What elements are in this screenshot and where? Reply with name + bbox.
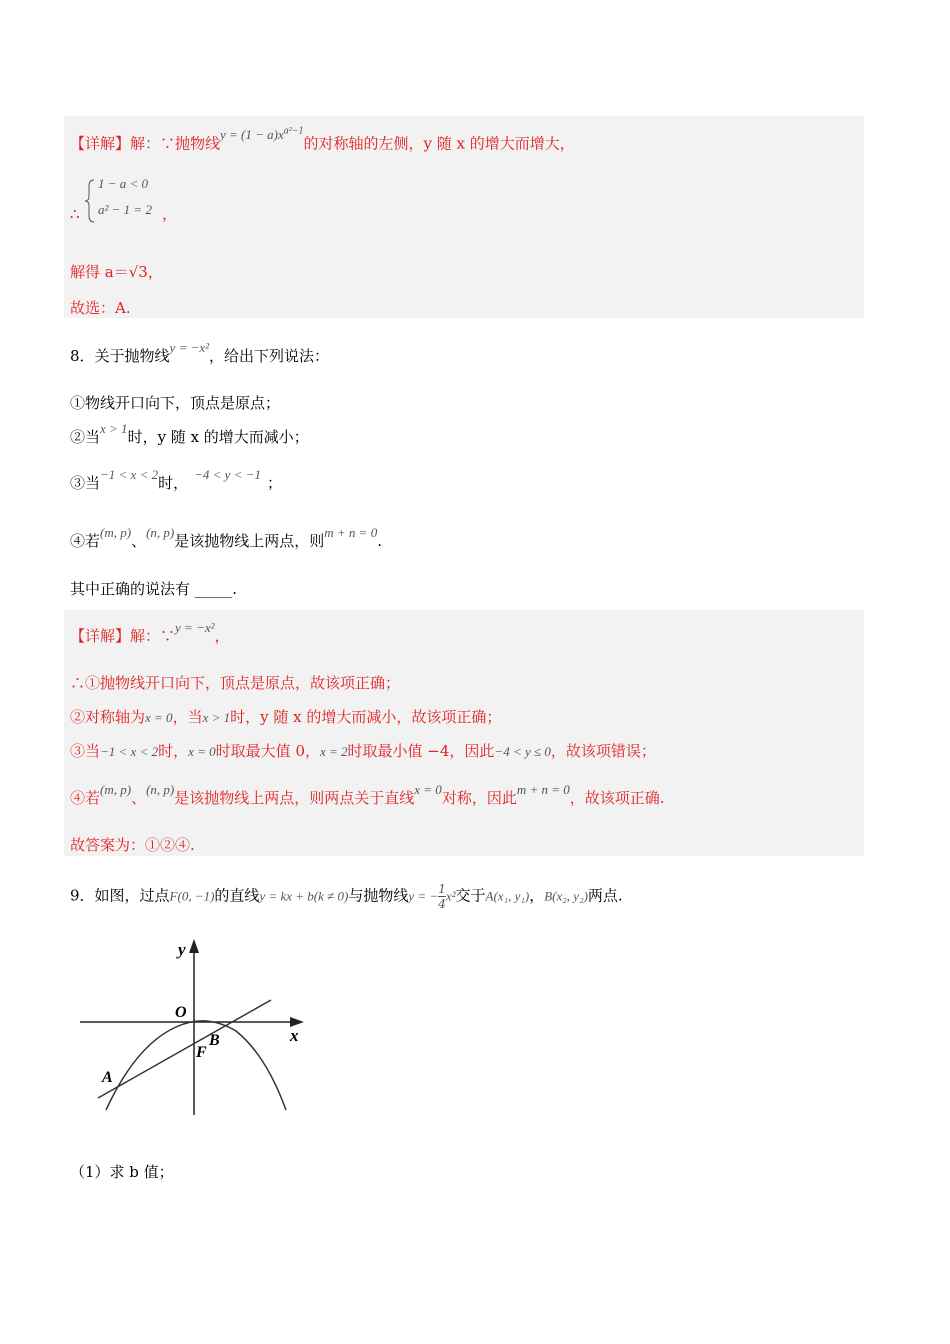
- sol8-line-3: ②对称轴为x = 0，当x > 1时，y 随 x 的增大而减小，故该项正确；: [70, 708, 502, 726]
- q8-stem: 8．关于抛物线y = −x²，给出下列说法：: [70, 340, 330, 365]
- q8-statement-3: ③当−1 < x < 2时， −4 < y < −1 ；: [70, 467, 283, 492]
- sys-line-1: 1 − a < 0: [98, 176, 149, 191]
- sol8-line-5: ④若(m, p)、(n, p)是该抛物线上两点，则两点关于直线x = 0对称，因此m + n = 0，故该项正确.: [70, 782, 665, 807]
- label-o: O: [175, 1004, 187, 1021]
- label-x: x: [290, 1026, 299, 1045]
- sol7-intro: 【详解】解：∵抛物线$y = (1 - a)x^{a^2-1}$的对称轴的左侧，y 随 x 的增大而增大，: [70, 126, 575, 153]
- sol8-answer: 故答案为：①②④.: [70, 836, 195, 854]
- label-b: B: [209, 1032, 220, 1049]
- sol7-sys-tail: ，: [162, 205, 178, 223]
- fraction-one-quarter: $\frac{1}{4}$: [438, 882, 446, 911]
- sol7-choice: 故选：A.: [70, 299, 131, 317]
- sol7-intro-formula: $y = (1 - a)x^{a^2-1}$: [220, 126, 304, 143]
- sol7-equation-system: [84, 176, 204, 230]
- q9-stem: 9．如图，过点F(0, −1)的直线y = kx + b(k ≠ 0)与抛物线y = − $\frac{1}{4}$ x²交于A(x₁, y₁)，B(x₂, y₂)两点.: [70, 882, 623, 911]
- sol8-line-1: 【详解】解：∵y = −x²，: [70, 620, 230, 645]
- label-f: F: [196, 1044, 207, 1061]
- q8-stem-formula: y = −x²: [169, 340, 210, 355]
- label-a: A: [102, 1069, 113, 1086]
- parabola-curve: [106, 1021, 286, 1110]
- sol8-line-4: ③当−1 < x < 2时，x = 0时取最大值 0，x = 2时取最小值 −4，因此−4 < y ≤ 0，故该项错误；: [70, 742, 656, 760]
- sys-line-2: a² − 1 = 2: [98, 202, 152, 217]
- q8-statement-2: ②当x > 1时，y 随 x 的增大而减小；: [70, 421, 309, 446]
- sol7-therefore: ∴: [70, 205, 80, 223]
- q8-statement-1: ①物线开口向下，顶点是原点；: [70, 394, 281, 412]
- sol8-line-2: ∴①抛物线开口向下，顶点是原点，故该项正确；: [70, 674, 401, 692]
- q8-ask: 其中正确的说法有 _____.: [70, 580, 238, 598]
- q9-figure: [76, 935, 316, 1120]
- q8-statement-4: ④若(m, p)、(n, p)是该抛物线上两点，则m + n = 0.: [70, 525, 382, 550]
- y-axis-arrow: [189, 939, 199, 953]
- q9-part-1: （1）求 b 值；: [70, 1163, 174, 1181]
- label-y: y: [178, 940, 186, 959]
- sol7-result: 解得 a＝√3，: [70, 263, 163, 281]
